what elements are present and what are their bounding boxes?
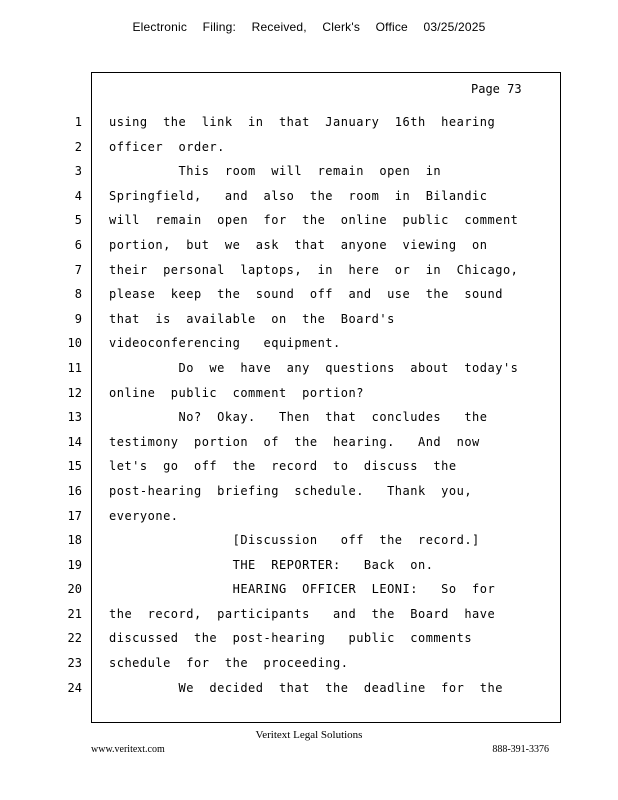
transcript-line bbox=[0, 577, 618, 602]
footer-company: Veritext Legal Solutions bbox=[255, 729, 363, 741]
header-word: Received, bbox=[251, 20, 307, 34]
footer-website: www.veritext.com bbox=[91, 744, 165, 755]
line-text: This room will remain open in bbox=[109, 164, 442, 179]
line-number: 6 bbox=[74, 237, 82, 252]
header-word: Office bbox=[375, 20, 408, 34]
line-text: testimony portion of the hearing. And now bbox=[109, 434, 480, 449]
transcript-line bbox=[0, 553, 618, 578]
transcript-line bbox=[0, 479, 618, 504]
transcript-line bbox=[0, 331, 618, 356]
transcript-line bbox=[0, 258, 618, 283]
line-number: 2 bbox=[74, 139, 82, 154]
line-number: 3 bbox=[74, 164, 82, 179]
line-text: discussed the post-hearing public comments bbox=[109, 631, 473, 646]
line-text: officer order. bbox=[109, 139, 225, 154]
line-text: THE REPORTER: Back on. bbox=[109, 557, 434, 572]
line-text: will remain open for the online public comment bbox=[109, 213, 519, 228]
transcript-line bbox=[0, 381, 618, 406]
line-number: 19 bbox=[67, 557, 82, 572]
line-number: 17 bbox=[67, 508, 82, 523]
transcript-line bbox=[0, 528, 618, 553]
line-number: 21 bbox=[67, 606, 82, 621]
line-number: 11 bbox=[67, 360, 82, 375]
transcript-line bbox=[0, 651, 618, 676]
line-text: HEARING OFFICER LEONI: So for bbox=[109, 582, 496, 597]
footer-phone: 888-391-3376 bbox=[492, 744, 549, 755]
line-number: 1 bbox=[74, 115, 82, 129]
header-word: Electronic bbox=[132, 20, 188, 34]
transcript-lines bbox=[0, 110, 618, 700]
filing-stamp-header bbox=[0, 20, 618, 34]
line-number: 22 bbox=[67, 631, 82, 646]
page-number: Page 73 bbox=[471, 82, 522, 96]
line-text: let's go off the record to discuss the bbox=[109, 459, 457, 474]
line-text: online public comment portion? bbox=[109, 385, 364, 400]
line-text: Do we have any questions about today's bbox=[109, 360, 519, 375]
transcript-line bbox=[0, 504, 618, 529]
transcript-line bbox=[0, 159, 618, 184]
transcript-line bbox=[0, 356, 618, 381]
transcript-line bbox=[0, 208, 618, 233]
transcript-line bbox=[0, 110, 618, 135]
transcript-line bbox=[0, 676, 618, 701]
line-text: Springfield, and also the room in Bilandic bbox=[109, 188, 488, 203]
line-text: the record, participants and the Board have bbox=[109, 606, 496, 621]
transcript-line bbox=[0, 430, 618, 455]
line-number: 23 bbox=[67, 656, 82, 671]
line-text: everyone. bbox=[109, 508, 179, 523]
line-number: 8 bbox=[74, 287, 82, 302]
transcript-line bbox=[0, 135, 618, 160]
line-text: portion, but we ask that anyone viewing on bbox=[109, 237, 488, 252]
line-number: 18 bbox=[67, 533, 82, 548]
header-word: Filing: bbox=[202, 20, 237, 34]
header-word: 03/25/2025 bbox=[423, 20, 486, 34]
line-number: 20 bbox=[67, 582, 82, 597]
transcript-line bbox=[0, 454, 618, 479]
line-text: that is available on the Board's bbox=[109, 311, 395, 326]
line-number: 10 bbox=[67, 336, 82, 351]
transcript-line bbox=[0, 233, 618, 258]
transcript-line bbox=[0, 602, 618, 627]
line-number: 14 bbox=[67, 434, 82, 449]
line-number: 15 bbox=[67, 459, 82, 474]
transcript-line bbox=[0, 184, 618, 209]
line-number: 7 bbox=[74, 262, 82, 277]
line-number: 9 bbox=[74, 311, 82, 326]
line-text: their personal laptops, in here or in Chicago, bbox=[109, 262, 519, 277]
line-number: 16 bbox=[67, 483, 82, 498]
line-text: please keep the sound off and use the sound bbox=[109, 287, 503, 302]
transcript-line bbox=[0, 405, 618, 430]
line-text: videoconferencing equipment. bbox=[109, 336, 341, 351]
line-number: 24 bbox=[67, 680, 82, 695]
transcript-line bbox=[0, 307, 618, 332]
line-text: [Discussion off the record.] bbox=[109, 533, 480, 548]
line-text: schedule for the proceeding. bbox=[109, 656, 349, 671]
line-number: 4 bbox=[74, 188, 82, 203]
transcript-line bbox=[0, 626, 618, 651]
line-text: We decided that the deadline for the bbox=[109, 680, 503, 695]
line-number: 5 bbox=[74, 213, 82, 228]
line-text: using the link in that January 16th hearing bbox=[109, 115, 496, 129]
transcript-line bbox=[0, 282, 618, 307]
line-number: 12 bbox=[67, 385, 82, 400]
line-number: 13 bbox=[67, 410, 82, 425]
line-text: post-hearing briefing schedule. Thank you, bbox=[109, 483, 473, 498]
line-text: No? Okay. Then that concludes the bbox=[109, 410, 488, 425]
header-word: Clerk's bbox=[322, 20, 361, 34]
